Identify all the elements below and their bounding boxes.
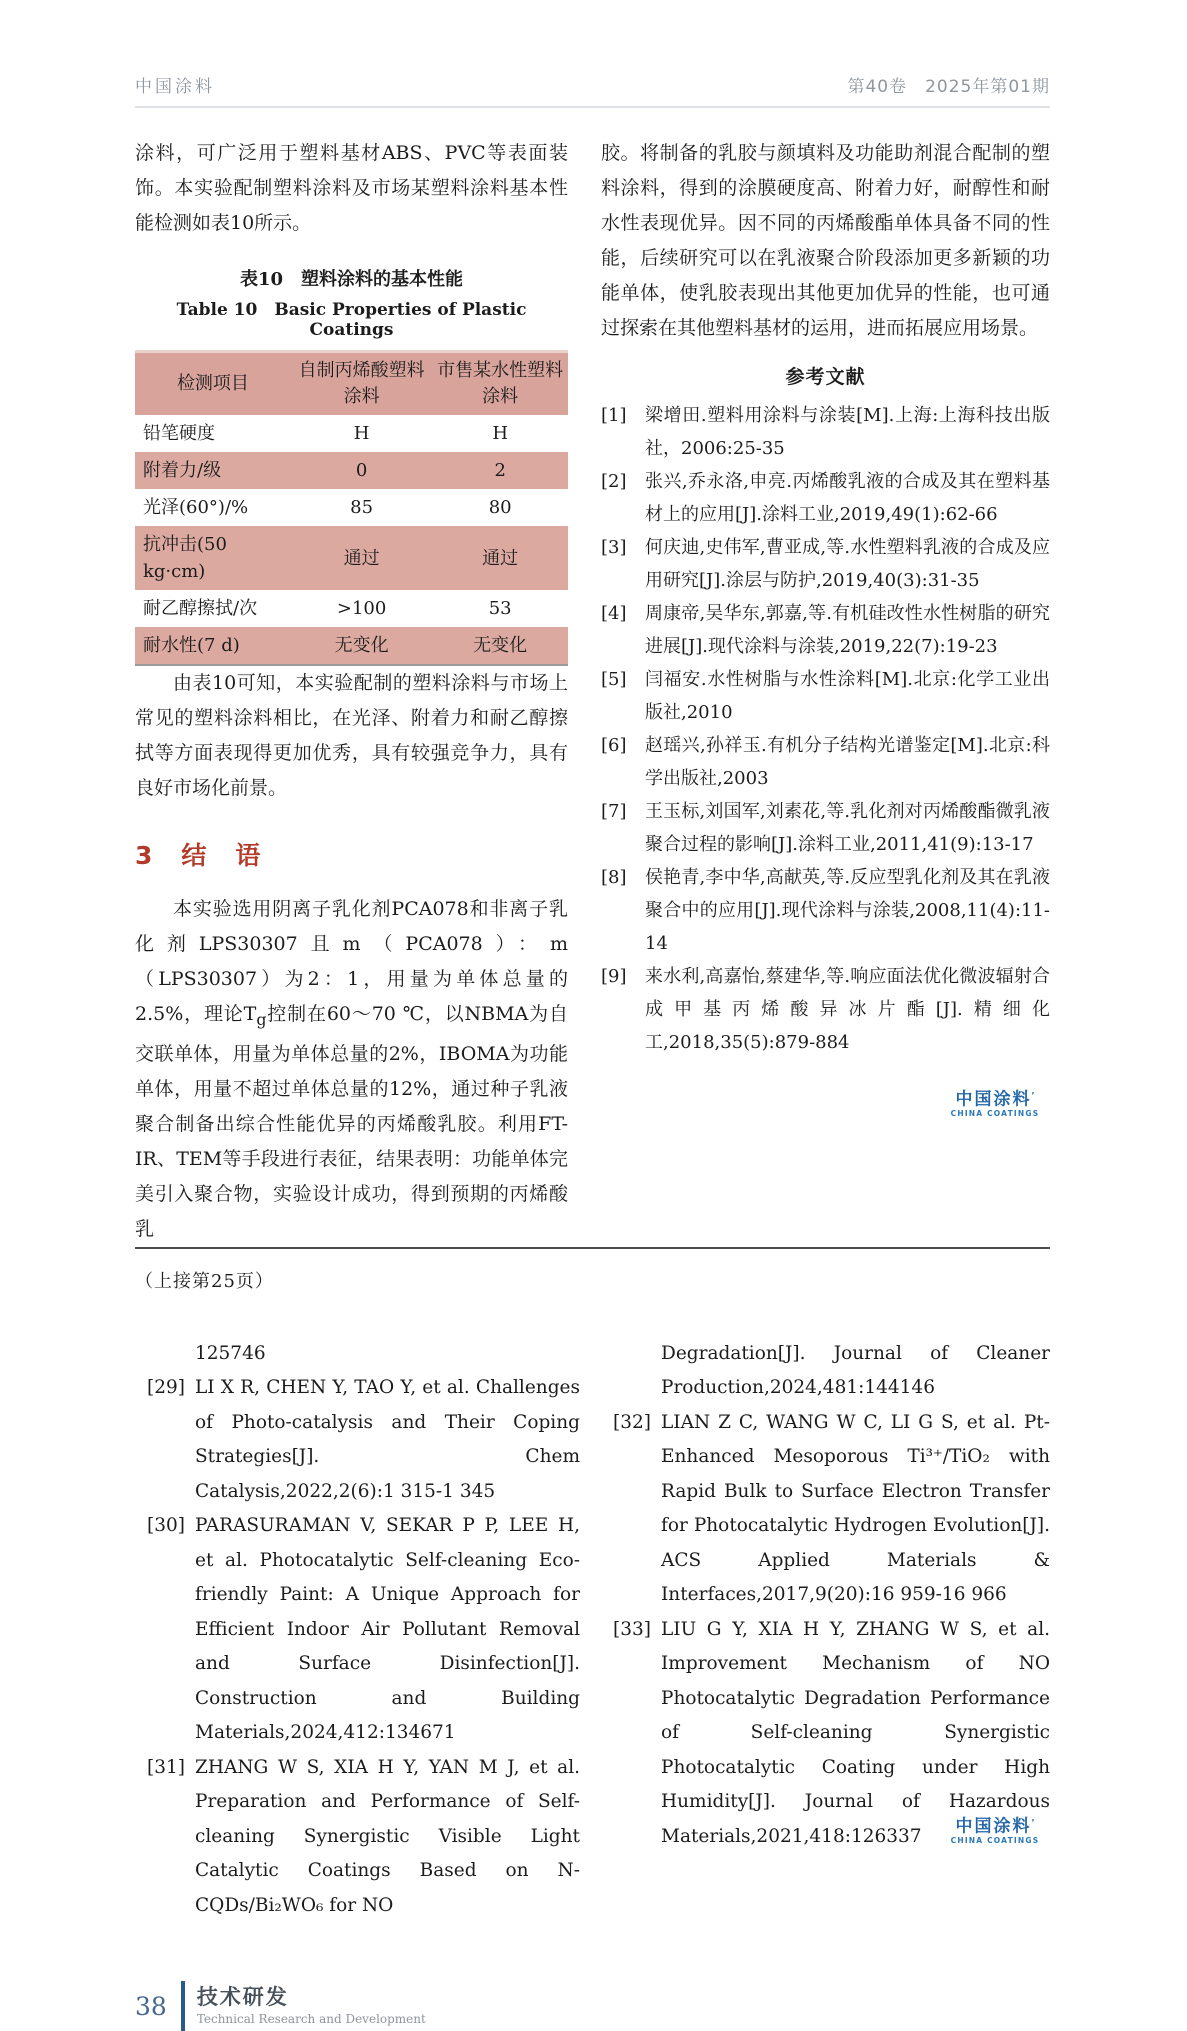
- reference-item: [601, 960, 1050, 1059]
- ref-number: [29]: [147, 1377, 185, 1399]
- table-header-cell: 检测项目: [135, 352, 291, 416]
- bottom-left-column: [135, 1337, 580, 1924]
- table-header-row: [135, 352, 568, 416]
- table-cell: 耐水性(7 d): [143, 635, 240, 656]
- table-row: [135, 489, 568, 526]
- logo-zh-text: [940, 1087, 1050, 1109]
- ref-text: 闫福安.水性树脂与水性涂料[M].北京:化学工业出版社,2010: [645, 669, 1050, 723]
- table-cell: >100: [336, 598, 387, 619]
- page-header: [135, 72, 1050, 108]
- paragraph-continuation: 胶。将制备的乳胶与颜填料及功能助剂混合配制的塑料涂料，得到的涂膜硬度高、附着力好，耐醇性和耐水性表现优异。因不同的丙烯酸酯单体具备不同的性能，后续研究可以在乳液聚合阶段添加更多新颖的功能单体，使乳胶表现出其他更加优异的性能，也可通过探索在其他塑料基材的运用，进而拓展应用场景。: [601, 142, 1050, 339]
- table-row: [135, 452, 568, 489]
- section-heading-conclusion: 3 结 语: [135, 841, 263, 870]
- conclusion-text-b: 控制在60～70 ℃，以NBMA为自交联单体，用量为单体总量的2%，IBOMA为功能单体，用量不超过单体总量的12%，通过种子乳液聚合制备出综合性能优异的丙烯酸乳胶。利用FT-IR、TEM等手段进行表征，结果表明：功能单体完美引入聚合物，实验设计成功，得到预期的丙烯酸乳: [135, 1003, 568, 1240]
- main-content: [135, 136, 1050, 1247]
- conclusion-text-a: 本实验选用阴离子乳化剂PCA078和非离子乳化剂LPS30307且m（PCA078）：m（LPS30307）为2：1，用量为单体总量的2.5%，理论T: [135, 898, 568, 1025]
- table-row: [135, 526, 568, 590]
- ref-number: [30]: [147, 1515, 185, 1537]
- ref-number: [2]: [601, 471, 627, 492]
- ref-number: [31]: [147, 1756, 185, 1778]
- table-cell: 53: [488, 598, 512, 619]
- paragraph-intro: 涂料，可广泛用于塑料基材ABS、PVC等表面装饰。本实验配制塑料涂料及市场某塑料涂料基本性能检测如表10所示。: [135, 142, 568, 234]
- ref-number: [4]: [601, 603, 627, 624]
- table-row: [135, 590, 568, 627]
- table-cell: 铅笔硬度: [143, 423, 215, 444]
- china-coatings-logo: [940, 1087, 1050, 1118]
- ref-number: [5]: [601, 669, 627, 690]
- table-cell: 通过: [482, 547, 519, 569]
- page-footer: [135, 1981, 1050, 2031]
- footer-section-en: Technical Research and Development: [196, 2012, 426, 2027]
- issue-info: 第40卷 2025年第01期: [847, 77, 1050, 97]
- ref-text: 赵瑶兴,孙祥玉.有机分子结构光谱鉴定[M].北京:科学出版社,2003: [645, 735, 1050, 789]
- footer-divider-bar: [181, 1981, 185, 2031]
- reference-item: [147, 1751, 580, 1924]
- right-column: [601, 136, 1050, 1247]
- references-heading: 参考文献: [785, 366, 866, 388]
- logo-en-text: CHINA COATINGS: [950, 1108, 1040, 1118]
- ref-text: PARASURAMAN V, SEKAR P P, LEE H, et al. Photocatalytic Self-cleaning Eco-friendly Paint: A Unique Approach for Efficient Indoor Air Pollutant Removal and Surface Disinfection[J]. Construction and Building Materials,2024,412:134671: [195, 1515, 580, 1744]
- trademark-mark: ’: [1031, 1818, 1035, 1828]
- properties-table: [135, 350, 568, 666]
- table-cell: 通过: [343, 547, 380, 569]
- ref-text: LI X R, CHEN Y, TAO Y, et al. Challenges of Photo-catalysis and Their Coping Strategies[J]. Chem Catalysis,2022,2(6):1 315-1 345: [195, 1377, 580, 1502]
- ref-text: 梁增田.塑料用涂料与涂装[M].上海:上海科技出版社，2006:25-35: [645, 405, 1050, 459]
- table-cell: 85: [350, 497, 374, 518]
- table-caption-en: Table 10 Basic Properties of Plastic Coatings: [176, 300, 527, 340]
- logo-zh: 中国涂料: [955, 1816, 1032, 1837]
- ref-text: 侯艳青,李中华,高献英,等.反应型乳化剂及其在乳液聚合中的应用[J].现代涂料与涂装,2008,11(4):11-14: [645, 867, 1050, 954]
- reference-item: [601, 861, 1050, 960]
- ref-number: [7]: [601, 801, 627, 822]
- table-caption-zh: 表10 塑料涂料的基本性能: [239, 269, 464, 290]
- ref-text: 周康帝,吴华东,郭嘉,等.有机硅改性水性树脂的研究进展[J].现代涂料与涂装,2019,22(7):19-23: [645, 603, 1050, 657]
- ref-number: [9]: [601, 966, 627, 987]
- ref-text: 张兴,乔永洛,申亮.丙烯酸乳液的合成及其在塑料基材上的应用[J].涂料工业,2019,49(1):62-66: [645, 471, 1050, 525]
- reference-item: [601, 465, 1050, 531]
- trademark-mark: ’: [1031, 1091, 1035, 1100]
- table-row: [135, 627, 568, 665]
- table-cell: 光泽(60°)/%: [143, 497, 249, 518]
- left-column: [135, 136, 568, 1247]
- footer-section-zh: 技术研发: [196, 1985, 289, 2010]
- ref-number: [6]: [601, 735, 627, 756]
- continuation-note: （上接第25页）: [135, 1270, 274, 1292]
- paragraph-conclusion: [135, 892, 568, 1247]
- ref-number: [8]: [601, 867, 627, 888]
- ref-text: LIAN Z C, WANG W C, LI G S, et al. Pt-Enhanced Mesoporous Ti³⁺/TiO₂ with Rapid Bulk to Surface Electron Transfer for Photocatalytic Hydrogen Evolution[J]. ACS Applied Materials & Interfaces,2017,9(20):16 959-16 966: [661, 1411, 1050, 1606]
- reference-item: [601, 531, 1050, 597]
- ref-text: ZHANG W S, XIA H Y, YAN M J, et al. Preparation and Performance of Self-cleaning Synergistic Visible Light Catalytic Coatings Based on N-CQDs/Bi₂WO₆ for NO: [195, 1756, 580, 1916]
- logo-zh: 中国涂料: [955, 1089, 1032, 1110]
- table-cell: 0: [355, 460, 368, 481]
- bottom-right-column: [613, 1337, 1050, 1924]
- table-cell: 耐乙醇擦拭/次: [143, 598, 258, 619]
- footer-section: [197, 1984, 426, 2028]
- table-header-cell: 自制丙烯酸塑料涂料: [291, 352, 432, 416]
- table-cell: 附着力/级: [143, 460, 222, 481]
- page-number: 38: [135, 1991, 167, 2021]
- section-divider: [135, 1247, 1050, 1249]
- table-cell: H: [492, 423, 509, 444]
- ref-text: 125746: [195, 1342, 266, 1364]
- reference-item: [613, 1406, 1050, 1613]
- ref-number: [33]: [613, 1618, 651, 1640]
- table-cell: 80: [488, 497, 512, 518]
- reference-item: [601, 597, 1050, 663]
- reference-item: [601, 663, 1050, 729]
- reference-continuation: [147, 1337, 580, 1372]
- reference-item: [601, 729, 1050, 795]
- reference-continuation: [613, 1337, 1050, 1406]
- reference-item: [613, 1613, 1050, 1855]
- paragraph-table-discussion: 由表10可知，本实验配制的塑料涂料与市场上常见的塑料涂料相比，在光泽、附着力和耐乙醇擦拭等方面表现得更加优秀，具有较强竞争力，具有良好市场化前景。: [135, 672, 568, 799]
- ref-text: LIU G Y, XIA H Y, ZHANG W S, et al. Improvement Mechanism of NO Photocatalytic Degradation Performance of Self-cleaning Synergistic Photocatalytic Coating under High Humidity[J]. Journal of Hazardous Materials,2021,418:126337: [661, 1618, 1050, 1847]
- ref-text: 来水利,高嘉怡,蔡建华,等.响应面法优化微波辐射合成甲基丙烯酸异冰片酯[J].精细化工,2018,35(5):879-884: [645, 966, 1050, 1053]
- logo-en-text: CHINA COATINGS: [950, 1835, 1040, 1845]
- table-cell: H: [353, 423, 370, 444]
- table-cell: 无变化: [473, 635, 528, 656]
- reference-item: [601, 795, 1050, 861]
- reference-item: [147, 1509, 580, 1751]
- table-cell: 抗冲击(50 kg·cm): [143, 534, 227, 582]
- table-header-cell: 市售某水性塑料涂料: [432, 352, 568, 416]
- ref-text: 何庆迪,史伟军,曹亚成,等.水性塑料乳液的合成及应用研究[J].涂层与防护,2019,40(3):31-35: [645, 537, 1050, 591]
- ref-number: [32]: [613, 1411, 651, 1433]
- ref-text: Degradation[J]. Journal of Cleaner Production,2024,481:144146: [661, 1342, 1050, 1399]
- reference-item: [147, 1371, 580, 1509]
- table-cell: 无变化: [334, 635, 389, 656]
- table-row: [135, 415, 568, 452]
- ref-text: 王玉标,刘国军,刘素花,等.乳化剂对丙烯酸酯微乳液聚合过程的影响[J].涂料工业,2011,41(9):13-17: [645, 801, 1050, 855]
- ref-number: [3]: [601, 537, 627, 558]
- table-cell: 2: [494, 460, 506, 481]
- continued-references: [135, 1337, 1050, 1924]
- journal-name: 中国涂料: [135, 77, 215, 97]
- ref-number: [1]: [601, 405, 627, 426]
- tg-subscript: g: [256, 1009, 267, 1029]
- reference-item: [601, 399, 1050, 465]
